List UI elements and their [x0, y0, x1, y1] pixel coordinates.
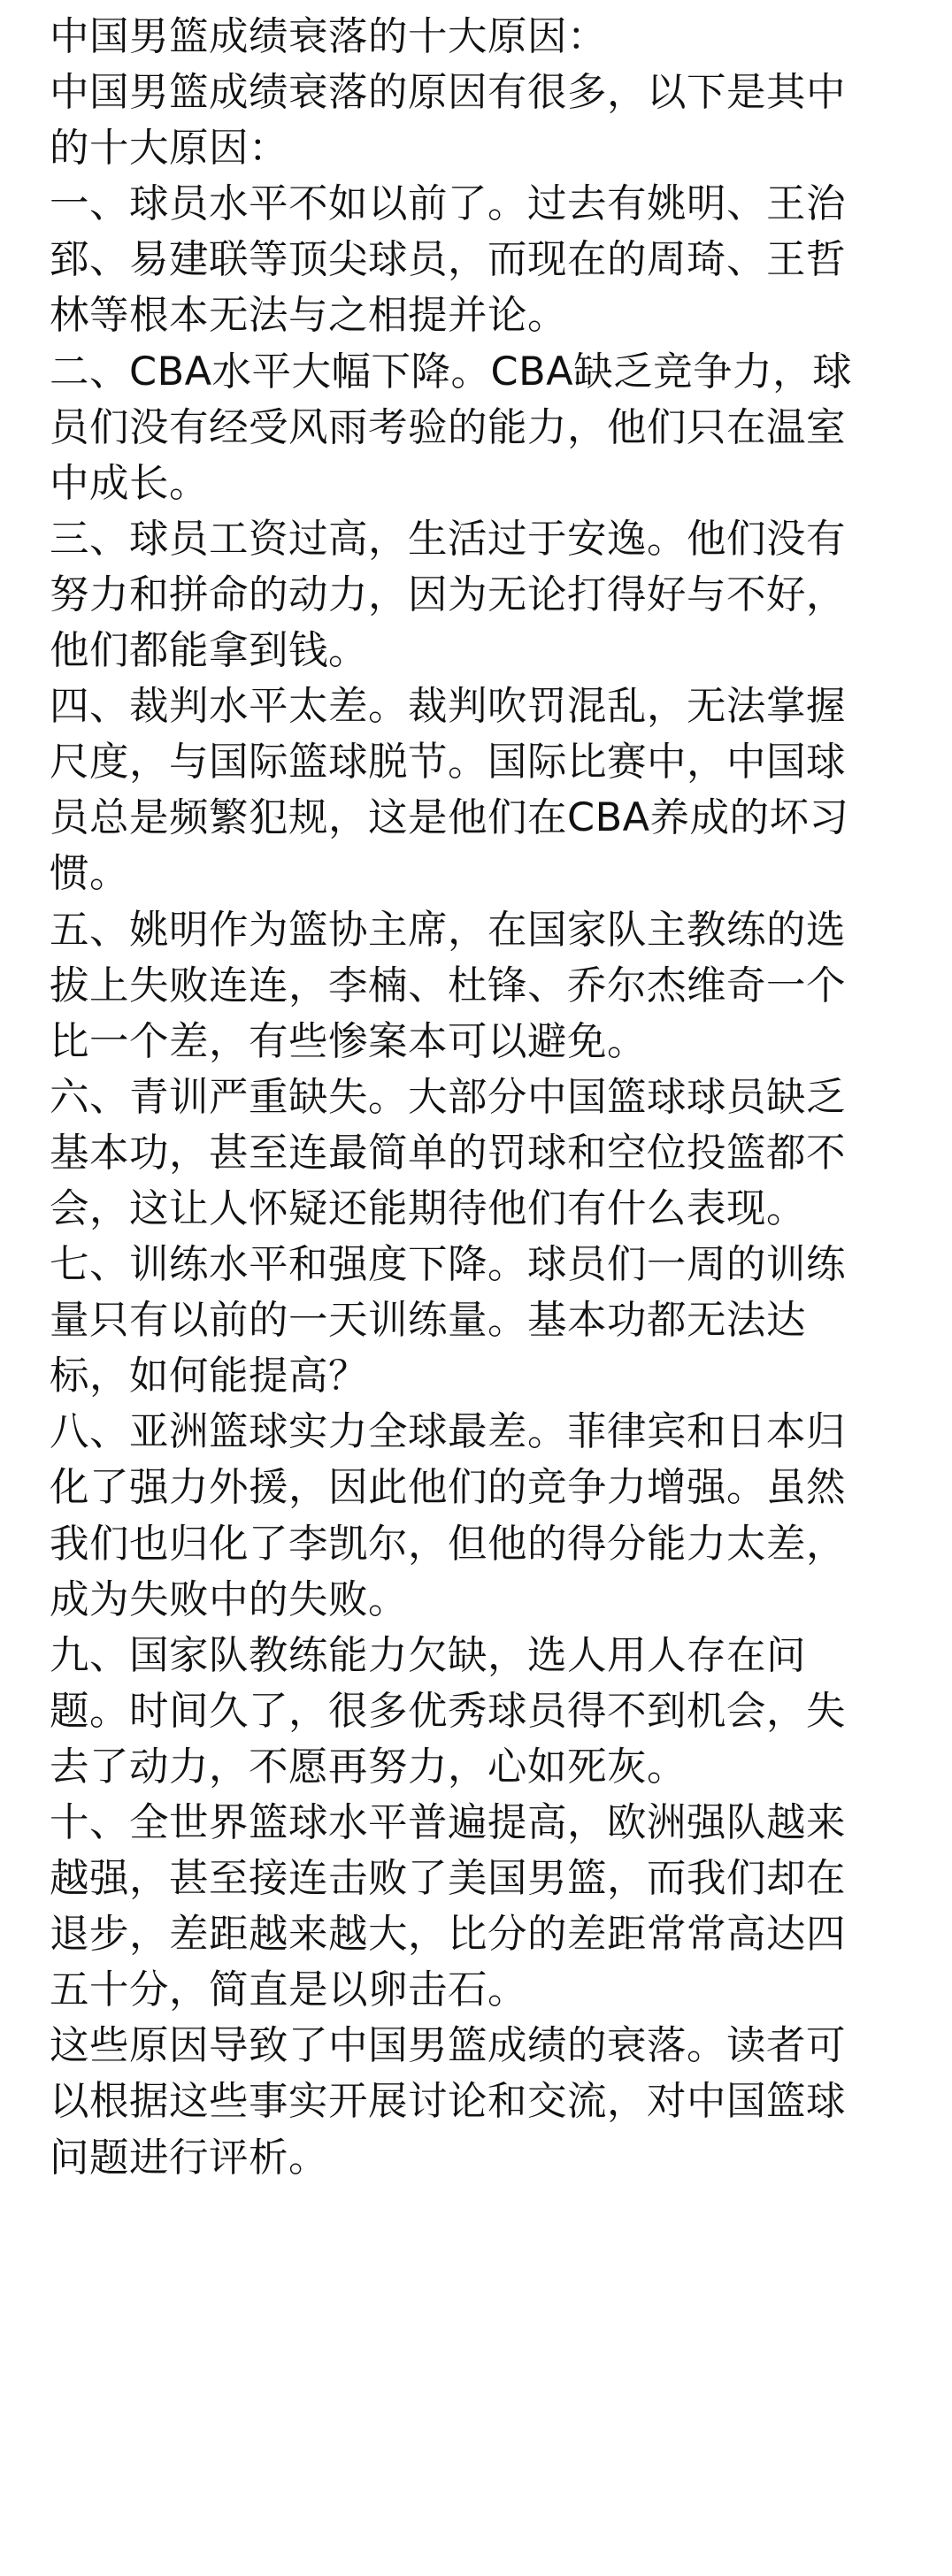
text-line: 比一个差，有些惨案本可以避免。	[50, 1018, 648, 1064]
text-line: 员们没有经受风雨考验的能力，他们只在温室	[50, 404, 847, 450]
text-line: 化了强力外援，因此他们的竞争力增强。虽然	[50, 1465, 847, 1511]
text-line: 的十大原因：	[50, 126, 289, 172]
text-line: 以根据这些事实开展讨论和交流，对中国篮球	[50, 2079, 847, 2125]
text-line: 成为失败中的失败。	[50, 1576, 409, 1622]
text-line: 员总是频繁犯规，这是他们在CBA养成的坏习	[50, 795, 849, 841]
text-line: 去了动力，不愿再努力，心如死灰。	[50, 1744, 687, 1790]
text-line: 尺度，与国际篮球脱节。国际比赛中，中国球	[50, 740, 847, 786]
text-line: 惯。	[50, 851, 130, 897]
text-line: 郅、易建联等顶尖球员，而现在的周琦、王哲	[50, 237, 847, 283]
text-line: 量只有以前的一天训练量。基本功都无法达	[50, 1298, 807, 1344]
text-line: 中国男篮成绩衰落的原因有很多，以下是其中	[50, 70, 847, 116]
text-line: 他们都能拿到钱。	[50, 628, 369, 674]
text-line: 退步，差距越来越大，比分的差距常常高达四	[50, 1912, 847, 1958]
text-line: 会，这让人怀疑还能期待他们有什么表现。	[50, 1185, 807, 1231]
text-line: 三、球员工资过高，生活过于安逸。他们没有	[50, 516, 847, 562]
text-line: 二、CBA水平大幅下降。CBA缺乏竞争力，球	[50, 349, 853, 395]
text-line: 这些原因导致了中国男篮成绩的衰落。读者可	[50, 2023, 847, 2069]
text-line: 四、裁判水平太差。裁判吹罚混乱，无法掌握	[50, 684, 847, 730]
text-line: 题。时间久了，很多优秀球员得不到机会，失	[50, 1688, 847, 1734]
text-line: 拔上失败连连，李楠、杜锋、乔尔杰维奇一个	[50, 962, 847, 1008]
text-line: 越强，甚至接连击败了美国男篮，而我们却在	[50, 1856, 847, 1902]
text-line: 中国男篮成绩衰落的十大原因：	[50, 14, 608, 59]
text-line: 一、球员水平不如以前了。过去有姚明、王治	[50, 181, 847, 227]
text-line: 基本功，甚至连最简单的罚球和空位投篮都不	[50, 1130, 847, 1176]
text-line: 林等根本无法与之相提并论。	[50, 293, 568, 339]
text-line: 十、全世界篮球水平普遍提高，欧洲强队越来	[50, 1800, 847, 1845]
text-line: 努力和拼命的动力，因为无论打得好与不好，	[50, 571, 847, 617]
text-line: 中成长。	[50, 460, 210, 506]
text-line: 我们也归化了李凯尔，但他的得分能力太差，	[50, 1521, 847, 1567]
text-line: 九、国家队教练能力欠缺，选人用人存在问	[50, 1632, 807, 1678]
text-line: 八、亚洲篮球实力全球最差。菲律宾和日本归	[50, 1409, 847, 1455]
text-line: 七、训练水平和强度下降。球员们一周的训练	[50, 1242, 847, 1288]
text-line: 五、姚明作为篮协主席，在国家队主教练的选	[50, 907, 847, 953]
text-line: 问题进行评析。	[50, 2135, 329, 2181]
article-body	[50, 9, 908, 2186]
text-line: 五十分，简直是以卵击石。	[50, 1967, 528, 2013]
text-line: 标，如何能提高？	[50, 1353, 369, 1399]
text-line: 六、青训严重缺失。大部分中国篮球球员缺乏	[50, 1074, 847, 1120]
